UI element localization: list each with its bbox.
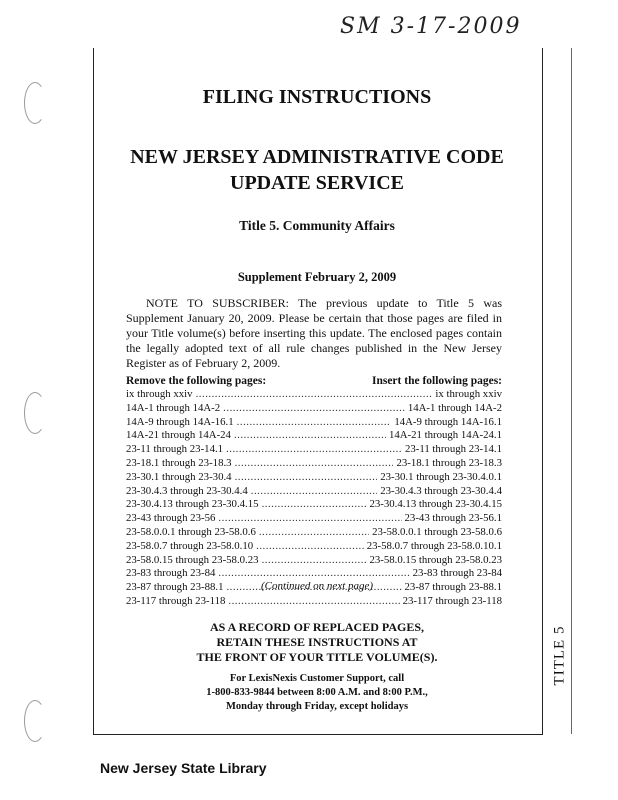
table-row — [126, 402, 502, 416]
leader-dots — [259, 526, 369, 540]
punch-hole — [24, 392, 46, 434]
remove-pages: ix through xxiv — [126, 388, 193, 400]
insert-pages: 23-11 through 23-14.1 — [404, 443, 502, 456]
table-row — [126, 471, 502, 485]
table-row — [126, 429, 502, 443]
remove-pages: 23-18.1 through 23-18.3 — [126, 456, 232, 469]
table-row — [126, 540, 502, 554]
leader-dots — [196, 388, 433, 402]
table-row — [126, 512, 502, 526]
code-title-line1: NEW JERSEY ADMINISTRATIVE CODE — [130, 146, 504, 168]
leader-dots — [262, 554, 367, 568]
leader-dots — [256, 540, 364, 554]
remove-pages: 23-11 through 23-14.1 — [126, 443, 224, 456]
remove-header: Remove the following pages: — [126, 375, 267, 387]
remove-pages: 14A-9 through 14A-16.1 — [126, 415, 234, 428]
insert-pages: 23-87 through 23-88.1 — [404, 581, 502, 594]
table-row — [126, 388, 502, 402]
support-line: Monday through Friday, except holidays — [225, 701, 409, 712]
record-line: THE FRONT OF YOUR TITLE VOLUME(S). — [196, 650, 438, 664]
leader-dots — [226, 443, 402, 457]
table-row — [126, 554, 502, 568]
continued-note: (Continued on next page) — [260, 580, 374, 592]
insert-pages: 23-30.4.3 through 23-30.4.4 — [380, 484, 502, 497]
insert-pages: 23-30.1 through 23-30.4.0.1 — [380, 470, 502, 483]
remove-pages: 23-58.0.7 through 23-58.0.10 — [126, 539, 254, 552]
remove-pages: 23-30.1 through 23-30.4 — [126, 470, 232, 483]
insert-pages: 14A-21 through 14A-24.1 — [388, 429, 502, 442]
support-line: 1-800-833-9844 between 8:00 A.M. and 8:00 P.M., — [206, 687, 428, 698]
spine-label: TITLE 5 — [551, 625, 568, 685]
support-line: For LexisNexis Customer Support, call — [229, 673, 405, 684]
leader-dots — [235, 471, 378, 485]
table-row — [126, 485, 502, 499]
remove-pages: 14A-1 through 14A-2 — [126, 401, 221, 414]
handwritten-date-note: SM 3-17-2009 — [340, 14, 522, 39]
insert-pages: 23-43 through 23-56.1 — [404, 512, 502, 525]
table-row — [126, 526, 502, 540]
leader-dots — [228, 595, 399, 609]
page-heading: FILING INSTRUCTIONS — [202, 86, 432, 108]
insert-pages: 23-30.4.13 through 23-30.4.15 — [369, 498, 502, 511]
title-line: Title 5. Community Affairs — [239, 218, 395, 233]
remove-pages: 23-30.4.3 through 23-30.4.4 — [126, 484, 248, 497]
pages-table-header — [126, 375, 502, 387]
table-row — [126, 443, 502, 457]
table-row — [126, 595, 502, 609]
insert-pages: ix through xxiv — [435, 388, 502, 400]
insert-pages: 23-58.0.0.1 through 23-58.0.6 — [372, 525, 502, 538]
remove-pages: 23-58.0.0.1 through 23-58.0.6 — [126, 525, 256, 538]
record-notice — [93, 620, 541, 665]
leader-dots — [235, 457, 394, 471]
table-row — [126, 416, 502, 430]
leader-dots — [237, 416, 392, 430]
library-stamp: New Jersey State Library — [100, 760, 267, 776]
leader-dots — [234, 429, 386, 443]
leader-dots — [251, 485, 377, 499]
remove-pages: 23-87 through 23-88.1 — [126, 581, 224, 594]
remove-pages: 23-30.4.13 through 23-30.4.15 — [126, 498, 259, 511]
table-row — [126, 498, 502, 512]
insert-pages: 23-117 through 23-118 — [402, 594, 502, 607]
punch-hole — [24, 82, 46, 124]
code-title — [93, 144, 541, 196]
insert-pages: 14A-1 through 14A-2 — [407, 401, 502, 414]
remove-pages: 23-83 through 23-84 — [126, 567, 216, 580]
remove-pages: 14A-21 through 14A-24 — [126, 429, 231, 442]
supplement-date: Supplement February 2, 2009 — [237, 270, 397, 284]
insert-pages: 23-58.0.15 through 23-58.0.23 — [369, 553, 502, 566]
insert-pages: 23-83 through 23-84 — [412, 567, 502, 580]
remove-pages: 23-58.0.15 through 23-58.0.23 — [126, 553, 259, 566]
subscriber-note: NOTE TO SUBSCRIBER: The previous update to Title 5 was Supplement January 20, 2009. Please be certain that those pages are filed in your Title volume(s) before inserting this update. The enclosed pages contain the legally adopted text of all rule changes published in the New Jersey Register as of February 2, 2009. — [126, 296, 502, 370]
insert-pages: 14A-9 through 14A-16.1 — [394, 415, 502, 428]
insert-header: Insert the following pages: — [371, 375, 502, 387]
spine-tab — [548, 620, 572, 690]
insert-pages: 23-58.0.7 through 23-58.0.10.1 — [366, 539, 502, 552]
leader-dots — [262, 498, 367, 512]
customer-support — [93, 672, 541, 714]
record-line: RETAIN THESE INSTRUCTIONS AT — [216, 635, 418, 649]
remove-pages: 23-43 through 23-56 — [126, 512, 216, 525]
punch-hole — [24, 700, 46, 742]
leader-dots — [223, 402, 405, 416]
pages-table — [126, 388, 502, 609]
insert-pages: 23-18.1 through 23-18.3 — [396, 456, 502, 469]
table-row — [126, 457, 502, 471]
record-line: AS A RECORD OF REPLACED PAGES, — [209, 620, 425, 634]
code-title-line2: UPDATE SERVICE — [230, 172, 404, 194]
leader-dots — [218, 512, 401, 526]
remove-pages: 23-117 through 23-118 — [126, 594, 226, 607]
